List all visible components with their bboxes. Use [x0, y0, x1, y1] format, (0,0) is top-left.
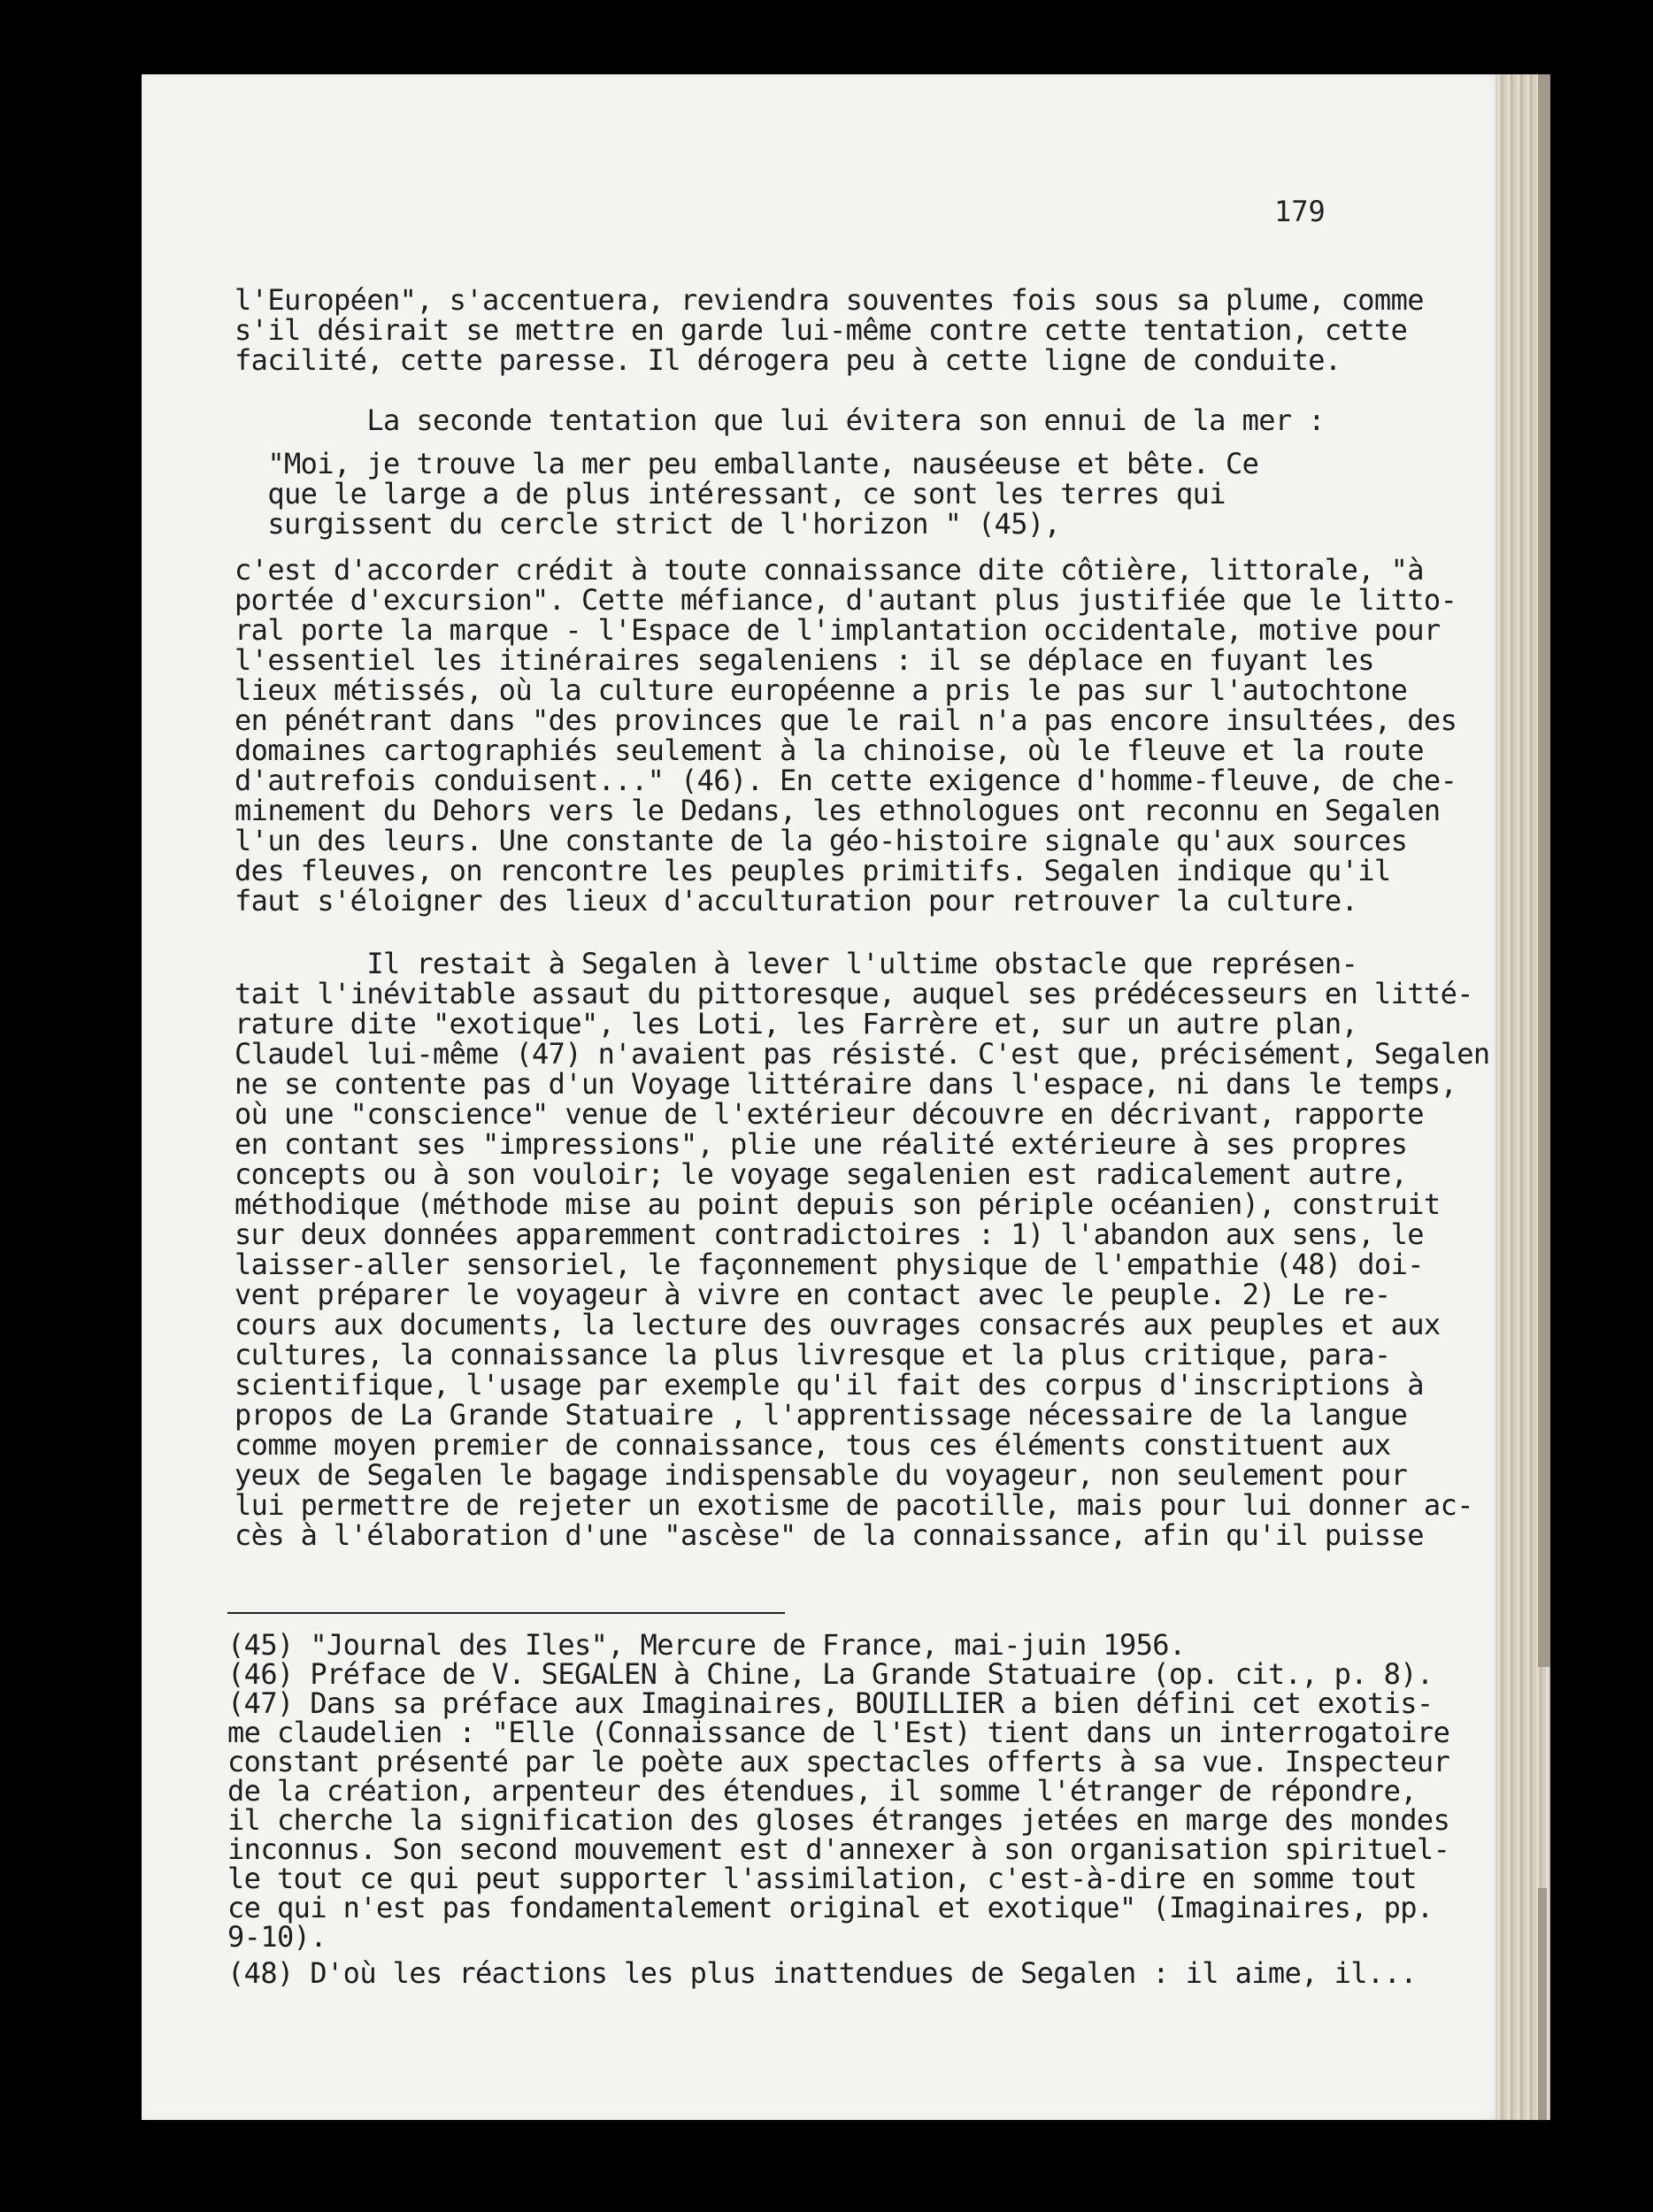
text-line: s'il désirait se mettre en garde lui-même contre cette tentation, cette: [234, 313, 1408, 347]
footnote-line: (46) Préface de V. SEGALEN à Chine, La Grande Statuaire (op. cit., p. 8).: [227, 1657, 1434, 1691]
text-line: cès à l'élaboration d'une "ascèse" de la connaissance, afin qu'il puisse: [234, 1518, 1424, 1552]
text-line: sur deux données apparemment contradictoires : 1) l'abandon aux sens, le: [234, 1217, 1424, 1251]
text-line: cultures, la connaissance la plus livresque et la plus critique, para-: [234, 1338, 1391, 1371]
text-line: lui permettre de rejeter un exotisme de pacotille, mais pour lui donner ac-: [234, 1488, 1473, 1522]
quote-line: "Moi, je trouve la mer peu emballante, nauséeuse et bête. Ce: [234, 447, 1259, 480]
text-line: scientifique, l'usage par exemple qu'il fait des corpus d'inscriptions à: [234, 1368, 1424, 1402]
footnote-line: constant présenté par le poète aux spectacles offerts à sa vue. Inspecteur: [227, 1745, 1450, 1778]
quote-line: que le large a de plus intéressant, ce sont les terres qui: [234, 477, 1226, 511]
text-line: laisser-aller sensoriel, le façonnement physique de l'empathie (48) doi-: [234, 1248, 1424, 1281]
footnote-line: me claudelien : "Elle (Connaissance de l'Est) tient dans un interrogatoire: [227, 1716, 1450, 1749]
footnote-line: le tout ce qui peut supporter l'assimilation, c'est-à-dire en somme tout: [227, 1862, 1417, 1895]
text-line: c'est d'accorder crédit à toute connaissance dite côtière, littorale, "à: [234, 553, 1424, 587]
text-line: des fleuves, on rencontre les peuples primitifs. Segalen indique qu'il: [234, 854, 1391, 887]
text-line: vent préparer le voyageur à vivre en contact avec le peuple. 2) Le re-: [234, 1278, 1391, 1311]
text-line: l'essentiel les itinéraires segaleniens : il se déplace en fuyant les: [234, 643, 1374, 677]
text-line: tait l'inévitable assaut du pittoresque, auquel ses prédécesseurs en litté-: [234, 977, 1473, 1010]
text-line: propos de La Grande Statuaire , l'apprentissage nécessaire de la langue: [234, 1398, 1408, 1432]
footnote-line: (45) "Journal des Iles", Mercure de France, mai-juin 1956.: [227, 1628, 1186, 1662]
text-line: Claudel lui-même (47) n'avaient pas résisté. C'est que, précisément, Segalen: [234, 1037, 1490, 1071]
footnote-line: inconnus. Son second mouvement est d'annexer à son organisation spirituel-: [227, 1832, 1450, 1866]
footnote-line: (48) D'où les réactions les plus inattendues de Segalen : il aime, il...: [227, 1956, 1417, 1990]
text-line: cours aux documents, la lecture des ouvrages consacrés aux peuples et aux: [234, 1308, 1441, 1341]
text-line: facilité, cette paresse. Il dérogera peu à cette ligne de conduite.: [234, 343, 1342, 377]
text-line: ral porte la marque - l'Espace de l'implantation occidentale, motive pour: [234, 613, 1441, 647]
text-line: rature dite "exotique", les Loti, les Farrère et, sur un autre plan,: [234, 1007, 1358, 1041]
page-number: 179: [1274, 195, 1326, 228]
text-line: méthodique (méthode mise au point depuis son périple océanien), construit: [234, 1187, 1441, 1221]
quote-line: surgissent du cercle strict de l'horizon " (45),: [234, 507, 1061, 541]
page-edges: [1495, 74, 1550, 2120]
text-line: d'autrefois conduisent..." (46). En cette exigence d'homme-fleuve, de che-: [234, 764, 1457, 797]
footnote-line: 9-10).: [227, 1920, 327, 1954]
text-line: yeux de Segalen le bagage indispensable du voyageur, non seulement pour: [234, 1458, 1408, 1492]
text-line: concepts ou à son vouloir; le voyage segalenien est radicalement autre,: [234, 1157, 1408, 1191]
footnote-rule: [227, 1612, 785, 1614]
text-line: portée d'excursion". Cette méfiance, d'autant plus justifiée que le litto-: [234, 583, 1457, 617]
footnote-line: il cherche la signification des gloses étranges jetées en marge des mondes: [227, 1803, 1450, 1837]
text-line: en pénétrant dans "des provinces que le rail n'a pas encore insultées, des: [234, 703, 1457, 737]
text-line: lieux métissés, où la culture européenne a pris le pas sur l'autochtone: [234, 673, 1408, 707]
text-line: où une "conscience" venue de l'extérieur découvre en décrivant, rapporte: [234, 1097, 1424, 1131]
text-line: Il restait à Segalen à lever l'ultime obstacle que représen-: [234, 947, 1358, 980]
footnote-line: ce qui n'est pas fondamentalement original et exotique" (Imaginaires, pp.: [227, 1891, 1434, 1924]
text-line: faut s'éloigner des lieux d'acculturation pour retrouver la culture.: [234, 884, 1358, 918]
footnote-line: de la création, arpenteur des étendues, il somme l'étranger de répondre,: [227, 1774, 1417, 1808]
text-line: domaines cartographiés seulement à la chinoise, où le fleuve et la route: [234, 733, 1424, 767]
text-line: comme moyen premier de connaissance, tous ces éléments constituent aux: [234, 1428, 1391, 1462]
text-line: l'Européen", s'accentuera, reviendra souventes fois sous sa plume, comme: [234, 283, 1424, 317]
text-line: La seconde tentation que lui évitera son ennui de la mer :: [234, 403, 1325, 437]
text-line: minement du Dehors vers le Dedans, les ethnologues ont reconnu en Segalen: [234, 794, 1441, 827]
text-line: en contant ses "impressions", plie une réalité extérieure à ses propres: [234, 1127, 1408, 1161]
text-line: ne se contente pas d'un Voyage littéraire dans l'espace, ni dans le temps,: [234, 1067, 1457, 1101]
footnote-line: (47) Dans sa préface aux Imaginaires, BOUILLIER a bien défini cet exotis-: [227, 1686, 1434, 1720]
text-line: l'un des leurs. Une constante de la géo-histoire signale qu'aux sources: [234, 824, 1408, 857]
